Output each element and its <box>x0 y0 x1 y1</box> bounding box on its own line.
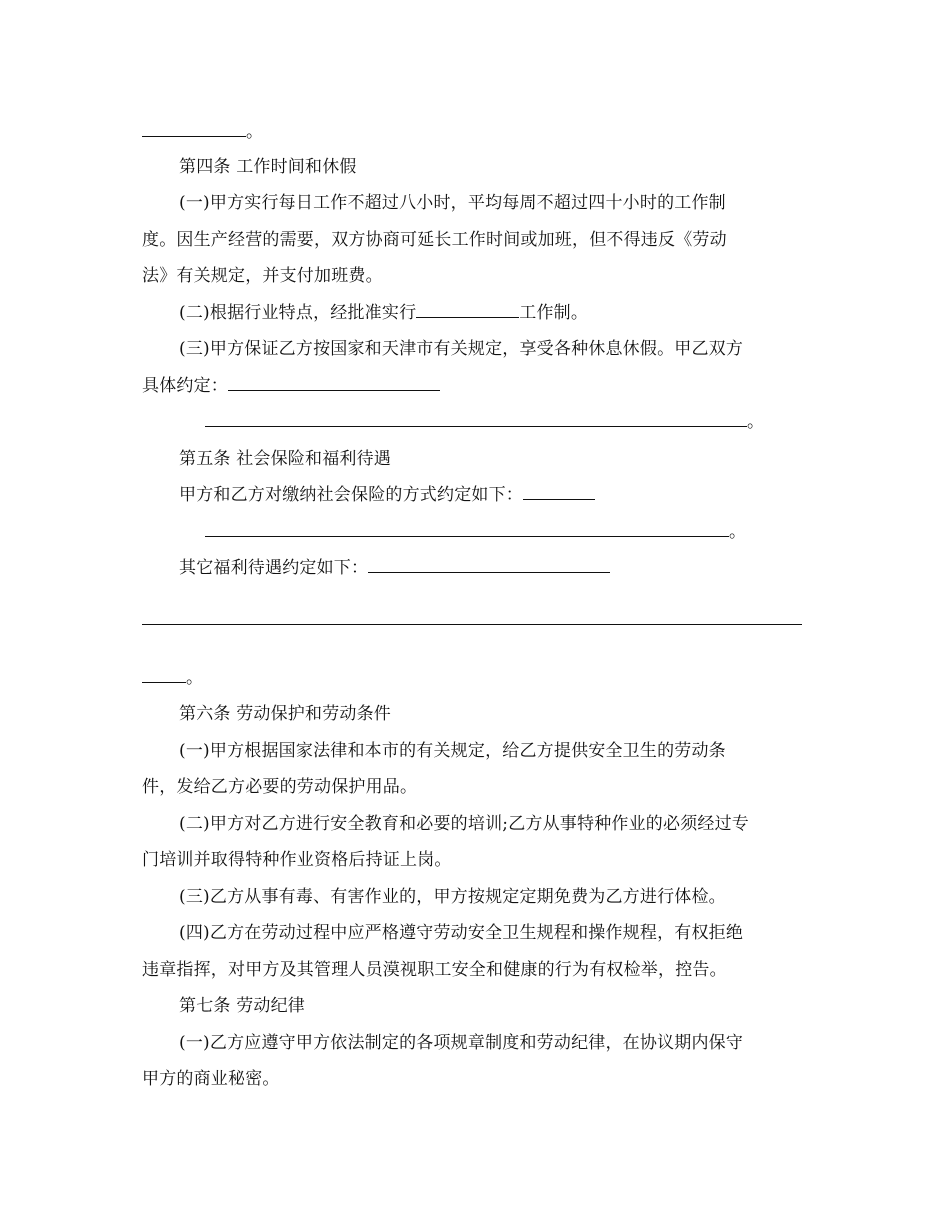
clause-text: (二)根据行业特点，经批准实行 <box>179 303 417 323</box>
article-6-clause-3: (三)乙方从事有毒、有害作业的，甲方按规定定期免费为乙方进行体检。 <box>179 887 726 907</box>
line-tail: 。 <box>729 522 747 542</box>
article-4-clause-1-line-2: 度。因生产经营的需要，双方协商可延长工作时间或加班，但不得违反《劳动 <box>142 230 727 250</box>
full-width-blank-rule <box>142 624 802 625</box>
article-7-clause-1-line-1: (一)乙方应遵守甲方依法制定的各项规章制度和劳动纪律，在协议期内保守 <box>179 1033 744 1053</box>
blank-line-3 <box>205 521 746 543</box>
blank-line-4 <box>142 667 203 689</box>
fill-in-blank <box>416 316 519 318</box>
article-6-clause-1-line-1: (一)甲方根据国家法律和本市的有关规定，给乙方提供安全卫生的劳动条 <box>179 741 726 761</box>
article-6-clause-4-line-2: 违章指挥，对甲方及其管理人员漠视职工安全和健康的行为有权检举，控告。 <box>142 960 727 980</box>
fill-in-blank <box>205 535 729 537</box>
clause-text: 甲方和乙方对缴纳社会保险的方式约定如下： <box>179 485 523 505</box>
article-6-clause-1-line-2: 件，发给乙方必要的劳动保护用品。 <box>142 777 418 797</box>
article-7-clause-1-line-2: 甲方的商业秘密。 <box>142 1069 280 1089</box>
article-4-heading: 第四条 工作时间和休假 <box>179 157 357 177</box>
line-tail: 。 <box>186 668 204 688</box>
article-6-clause-4-line-1: (四)乙方在劳动过程中应严格遵守劳动安全卫生规程和操作规程，有权拒绝 <box>179 923 744 943</box>
fill-in-blank <box>205 425 747 427</box>
article-6-heading: 第六条 劳动保护和劳动条件 <box>179 704 392 724</box>
blank-line-2 <box>205 411 764 433</box>
fill-in-blank <box>368 571 610 573</box>
article-4-clause-1-line-3: 法》有关规定，并支付加班费。 <box>142 266 383 286</box>
article-5-heading: 第五条 社会保险和福利待遇 <box>179 449 392 469</box>
fill-in-blank <box>523 498 595 500</box>
fill-in-blank <box>142 681 186 683</box>
article-4-clause-3-line-2 <box>142 375 440 397</box>
line-tail: 。 <box>747 412 765 432</box>
article-5-other-benefits <box>179 557 610 579</box>
clause-text: 工作制。 <box>519 303 589 323</box>
article-4-clause-3-line-1: (三)甲方保证乙方按国家和天津市有关规定，享受各种休息休假。甲乙双方 <box>179 339 744 359</box>
article-6-clause-2-line-2: 门培训并取得特种作业资格后持证上岗。 <box>142 850 452 870</box>
article-6-clause-2-line-1: (二)甲方对乙方进行安全教育和必要的培训;乙方从事特种作业的必须经过专 <box>179 814 749 834</box>
article-7-heading: 第七条 劳动纪律 <box>179 996 306 1016</box>
clause-text: 其它福利待遇约定如下： <box>179 558 369 578</box>
line-tail: 。 <box>246 122 264 142</box>
article-4-clause-2 <box>179 302 588 324</box>
article-5-insurance <box>179 484 595 506</box>
article-4-clause-1-line-1: (一)甲方实行每日工作不超过八小时，平均每周不超过四十小时的工作制 <box>179 193 726 213</box>
fill-in-blank <box>228 389 440 391</box>
blank-line-1 <box>142 121 263 143</box>
clause-text: 具体约定： <box>142 376 228 396</box>
fill-in-blank <box>142 135 246 137</box>
